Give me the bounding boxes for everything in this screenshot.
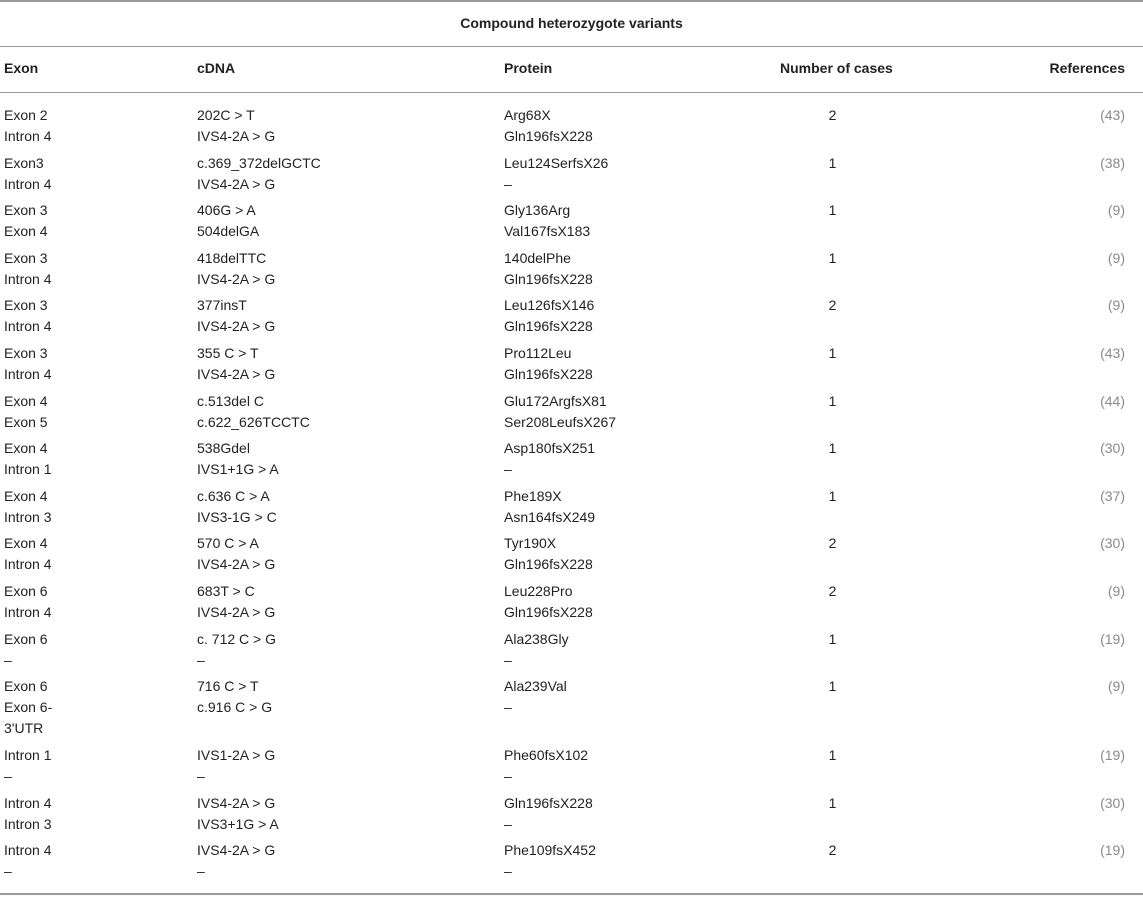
cell-exon <box>4 840 184 882</box>
cell-cdna-line: IVS4-2A > G <box>197 270 276 287</box>
cell-protein <box>504 581 754 623</box>
cell-protein-line: Tyr190X <box>504 535 557 552</box>
header-divider-rule <box>0 92 1143 93</box>
cell-protein <box>504 676 754 718</box>
cell-exon-line: Exon 4 <box>4 487 48 504</box>
cell-cdna <box>197 200 477 242</box>
table-top-rule <box>0 0 1143 2</box>
cell-cdna <box>197 105 477 147</box>
cell-cdna <box>197 486 477 528</box>
reference-link[interactable]: (9) <box>1107 678 1125 695</box>
table-row <box>0 295 1143 343</box>
cell-protein-line: – <box>504 863 512 880</box>
cell-exon <box>4 486 184 528</box>
cell-exon-line: Intron 4 <box>4 175 52 192</box>
cell-exon-line: Exon 3 <box>4 344 48 361</box>
cell-protein <box>504 248 754 290</box>
cell-references <box>1000 581 1125 602</box>
cell-exon-line: Exon 3 <box>4 202 48 219</box>
reference-link[interactable]: (19) <box>1100 842 1125 859</box>
cell-references <box>1000 153 1125 174</box>
cell-protein-line: Gly136Arg <box>504 202 571 219</box>
cell-cdna-line: 538Gdel <box>197 440 250 457</box>
cell-exon <box>4 200 184 242</box>
cases-value: 1 <box>828 392 837 409</box>
reference-link[interactable]: (19) <box>1100 630 1125 647</box>
cell-exon-line: – <box>4 768 12 785</box>
cell-number-of-cases <box>780 153 885 174</box>
cell-protein <box>504 343 754 385</box>
reference-link[interactable]: (37) <box>1100 487 1125 504</box>
cell-protein-line: Gln196fsX228 <box>504 318 593 335</box>
cell-cdna-line: 202C > T <box>197 107 255 123</box>
cell-protein-line: – <box>504 699 512 716</box>
cell-number-of-cases <box>780 745 885 766</box>
cell-protein <box>504 438 754 480</box>
cases-value: 2 <box>828 535 837 552</box>
cell-cdna-line: IVS1-2A > G <box>197 747 276 764</box>
cell-cdna-line: 377insT <box>197 297 247 314</box>
cell-cdna-line: – <box>197 863 205 880</box>
cell-cdna-line: 570 C > A <box>197 535 259 552</box>
cell-references <box>1000 343 1125 364</box>
cell-exon-line: Exon 2 <box>4 107 48 123</box>
cell-protein <box>504 533 754 575</box>
cell-exon-line: Intron 4 <box>4 365 52 382</box>
cell-protein-line: Gln196fsX228 <box>504 794 593 811</box>
cell-references <box>1000 438 1125 459</box>
cell-cdna <box>197 793 477 835</box>
table-row <box>0 486 1143 534</box>
cell-references <box>1000 793 1125 814</box>
cell-references <box>1000 629 1125 650</box>
cell-references <box>1000 840 1125 861</box>
cell-number-of-cases <box>780 793 885 814</box>
table-row <box>0 629 1143 677</box>
cell-exon-line: Intron 4 <box>4 794 52 811</box>
cell-number-of-cases <box>780 200 885 221</box>
cell-number-of-cases <box>780 486 885 507</box>
table-row <box>0 581 1143 629</box>
cell-cdna-line: c.622_626TCCTC <box>197 413 310 430</box>
cell-cdna-line: IVS4-2A > G <box>197 318 276 335</box>
cell-protein <box>504 200 754 242</box>
cases-value: 1 <box>828 487 837 504</box>
table-row <box>0 153 1143 201</box>
cell-exon-line: 3'UTR <box>4 720 44 737</box>
cell-references <box>1000 200 1125 221</box>
cell-cdna <box>197 676 477 718</box>
cell-cdna <box>197 533 477 575</box>
cell-protein-line: Ala238Gly <box>504 630 569 647</box>
cell-exon <box>4 533 184 575</box>
cell-protein <box>504 745 754 787</box>
cell-number-of-cases <box>780 629 885 650</box>
cell-protein-line: Leu228Pro <box>504 582 573 599</box>
cell-cdna-line: 355 C > T <box>197 344 259 361</box>
reference-link[interactable]: (43) <box>1100 344 1125 361</box>
cell-number-of-cases <box>780 105 885 126</box>
cell-cdna <box>197 438 477 480</box>
cell-cdna-line: IVS4-2A > G <box>197 556 276 573</box>
cell-exon <box>4 295 184 337</box>
cell-references <box>1000 486 1125 507</box>
cell-protein-line: Asp180fsX251 <box>504 440 596 457</box>
cell-cdna <box>197 391 477 433</box>
header-number-of-cases: Number of cases <box>780 60 893 76</box>
cell-exon-line: Exon3 <box>4 154 44 171</box>
cell-exon-line: Intron 1 <box>4 461 52 478</box>
cell-cdna-line: IVS4-2A > G <box>197 794 276 811</box>
cell-protein <box>504 295 754 337</box>
cell-exon <box>4 676 184 739</box>
cell-number-of-cases <box>780 391 885 412</box>
cell-number-of-cases <box>780 343 885 364</box>
cell-protein-line: Ala239Val <box>504 678 567 695</box>
cell-exon-line: Exon 4 <box>4 440 48 457</box>
cell-exon <box>4 629 184 671</box>
cell-cdna <box>197 745 477 787</box>
cell-cdna-line: 683T > C <box>197 582 255 599</box>
cell-exon-line: Exon 6 <box>4 630 48 647</box>
cases-value: 1 <box>828 747 837 764</box>
cell-protein-line: 140delPhe <box>504 249 571 266</box>
cell-exon <box>4 745 184 787</box>
cell-exon <box>4 105 184 147</box>
cell-protein <box>504 105 754 147</box>
cell-exon-line: Intron 4 <box>4 318 52 335</box>
cell-exon-line: Exon 6 <box>4 582 48 599</box>
cell-number-of-cases <box>780 248 885 269</box>
cell-protein-line: Gln196fsX228 <box>504 556 593 573</box>
cell-references <box>1000 676 1125 697</box>
cell-cdna <box>197 629 477 671</box>
cell-cdna <box>197 248 477 290</box>
cell-references <box>1000 295 1125 316</box>
cell-references <box>1000 391 1125 412</box>
cell-number-of-cases <box>780 676 885 697</box>
cell-cdna-line: c.916 C > G <box>197 699 273 716</box>
cell-exon-line: Exon 3 <box>4 249 48 266</box>
header-references: References <box>1049 60 1125 76</box>
reference-link[interactable]: (43) <box>1100 107 1125 123</box>
cell-cdna <box>197 840 477 882</box>
table-body <box>0 105 1143 888</box>
table-row <box>0 745 1143 793</box>
table-row <box>0 533 1143 581</box>
cell-number-of-cases <box>780 295 885 316</box>
cell-exon-line: Exon 6 <box>4 678 48 695</box>
cell-exon-line: Exon 4 <box>4 223 48 240</box>
cell-cdna-line: – <box>197 768 205 785</box>
table-row <box>0 840 1143 888</box>
cell-protein-line: Val167fsX183 <box>504 223 591 240</box>
reference-link[interactable]: (9) <box>1107 249 1125 266</box>
cell-exon-line: Exon 3 <box>4 297 48 314</box>
cell-references <box>1000 105 1125 126</box>
cases-value: 2 <box>828 842 837 859</box>
cell-exon <box>4 343 184 385</box>
cell-cdna <box>197 581 477 623</box>
cell-number-of-cases <box>780 438 885 459</box>
reference-link[interactable]: (44) <box>1100 392 1125 409</box>
cases-value: 1 <box>828 678 837 695</box>
cell-cdna-line: IVS4-2A > G <box>197 603 276 620</box>
cell-cdna-line: IVS1+1G > A <box>197 461 279 478</box>
header-exon: Exon <box>4 60 39 76</box>
cell-protein-line: – <box>504 461 512 478</box>
table-row <box>0 391 1143 439</box>
cell-protein-line: Gln196fsX228 <box>504 365 593 382</box>
reference-link[interactable]: (19) <box>1100 747 1125 764</box>
cell-cdna-line: IVS4-2A > G <box>197 365 276 382</box>
cell-cdna-line: c.636 C > A <box>197 487 270 504</box>
cases-value: 1 <box>828 794 837 811</box>
cell-protein-line: Glu172ArgfsX81 <box>504 392 607 409</box>
cell-cdna-line: IVS4-2A > G <box>197 842 276 859</box>
cases-value: 1 <box>828 154 837 171</box>
cell-exon <box>4 793 184 835</box>
cell-number-of-cases <box>780 533 885 554</box>
cell-exon-line: Intron 4 <box>4 128 52 144</box>
cases-value: 2 <box>828 107 837 123</box>
cell-references <box>1000 533 1125 554</box>
reference-link[interactable]: (30) <box>1100 440 1125 457</box>
cell-protein <box>504 793 754 835</box>
cell-protein-line: Gln196fsX228 <box>504 603 593 620</box>
cell-protein <box>504 840 754 882</box>
cases-value: 1 <box>828 344 837 361</box>
cell-exon <box>4 438 184 480</box>
header-protein: Protein <box>504 60 553 76</box>
cell-cdna-line: c. 712 C > G <box>197 630 276 647</box>
cell-exon-line: – <box>4 863 12 880</box>
table-row <box>0 343 1143 391</box>
cases-value: 2 <box>828 297 837 314</box>
reference-link[interactable]: (38) <box>1100 154 1125 171</box>
cell-exon-line: Intron 3 <box>4 508 52 525</box>
cell-cdna-line: 504delGA <box>197 223 260 240</box>
cell-protein-line: Ser208LeufsX267 <box>504 413 617 430</box>
cell-cdna-line: IVS3-1G > C <box>197 508 277 525</box>
cell-protein <box>504 391 754 433</box>
cell-exon-line: Intron 3 <box>4 815 52 832</box>
table-row <box>0 248 1143 296</box>
reference-link[interactable]: (9) <box>1107 582 1125 599</box>
table-row <box>0 105 1143 153</box>
header-cdna: cDNA <box>197 60 236 76</box>
cell-protein-line: – <box>504 815 512 832</box>
cell-protein-line: Phe189X <box>504 487 562 504</box>
table-title: Compound heterozygote variants <box>460 15 683 31</box>
cell-exon-line: Exon 4 <box>4 392 48 409</box>
cell-protein-line: Arg68X <box>504 107 551 123</box>
cell-exon-line: Intron 4 <box>4 270 52 287</box>
cell-exon <box>4 391 184 433</box>
reference-link[interactable]: (9) <box>1107 202 1125 219</box>
cell-exon-line: Intron 4 <box>4 842 52 859</box>
cell-exon-line: – <box>4 651 12 668</box>
cases-value: 1 <box>828 249 837 266</box>
cell-cdna <box>197 153 477 195</box>
table-header-row <box>0 60 1143 80</box>
table-row <box>0 438 1143 486</box>
cell-number-of-cases <box>780 581 885 602</box>
cases-value: 1 <box>828 630 837 647</box>
cell-references <box>1000 745 1125 766</box>
cell-protein-line: Phe60fsX102 <box>504 747 589 764</box>
cell-protein-line: – <box>504 768 512 785</box>
cell-exon-line: Intron 1 <box>4 747 52 764</box>
cases-value: 1 <box>828 202 837 219</box>
cell-number-of-cases <box>780 840 885 861</box>
cell-protein <box>504 153 754 195</box>
cell-protein-line: – <box>504 651 512 668</box>
cell-cdna-line: c.369_372delGCTC <box>197 154 321 171</box>
cell-protein-line: Gln196fsX228 <box>504 128 593 144</box>
cell-protein-line: – <box>504 175 512 192</box>
cell-exon-line: Intron 4 <box>4 603 52 620</box>
cell-cdna-line: 716 C > T <box>197 678 259 695</box>
table-row <box>0 200 1143 248</box>
cell-cdna-line: IVS4-2A > G <box>197 175 276 192</box>
cell-cdna-line: IVS3+1G > A <box>197 815 279 832</box>
reference-link[interactable]: (30) <box>1100 535 1125 552</box>
cell-exon <box>4 581 184 623</box>
cell-protein <box>504 629 754 671</box>
cell-cdna-line: c.513del C <box>197 392 264 409</box>
cell-protein-line: Gln196fsX228 <box>504 270 593 287</box>
cell-exon-line: Exon 5 <box>4 413 48 430</box>
cell-protein-line: Pro112Leu <box>504 344 572 361</box>
cell-protein-line: Leu124SerfsX26 <box>504 154 609 171</box>
cell-cdna <box>197 343 477 385</box>
cell-protein <box>504 486 754 528</box>
cell-cdna <box>197 295 477 337</box>
reference-link[interactable]: (30) <box>1100 794 1125 811</box>
cell-references <box>1000 248 1125 269</box>
cell-exon <box>4 153 184 195</box>
table-bottom-rule <box>0 893 1143 895</box>
cell-cdna-line: IVS4-2A > G <box>197 128 276 144</box>
cell-protein-line: Asn164fsX249 <box>504 508 596 525</box>
table-row <box>0 793 1143 841</box>
cell-exon-line: Exon 4 <box>4 535 48 552</box>
cell-exon-line: Exon 6- <box>4 699 53 716</box>
cell-protein-line: Leu126fsX146 <box>504 297 595 314</box>
table-row <box>0 676 1143 745</box>
reference-link[interactable]: (9) <box>1107 297 1125 314</box>
cell-exon-line: Intron 4 <box>4 556 52 573</box>
cell-protein-line: Phe109fsX452 <box>504 842 596 859</box>
title-divider-rule <box>0 46 1143 47</box>
cell-exon <box>4 248 184 290</box>
cell-cdna-line: 406G > A <box>197 202 256 219</box>
cases-value: 1 <box>828 440 837 457</box>
cases-value: 2 <box>828 582 837 599</box>
cell-cdna-line: – <box>197 651 205 668</box>
cell-cdna-line: 418delTTC <box>197 249 267 266</box>
